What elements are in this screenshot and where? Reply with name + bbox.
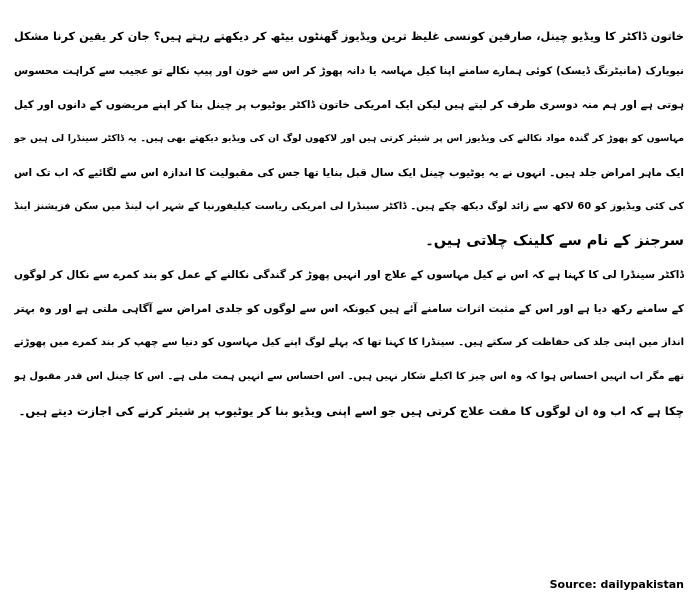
text-line: تھے مگر اب انہیں احساس ہوا کہ وہ اس چیز کا اکیلے شکار نہیں ہیں۔ اس احساس سے انہیں ہمت ملی ہے۔ اس کا چینل اس قدر مقبول ہو — [14, 371, 684, 382]
text-line: ایک ماہر امراض جلد ہیں۔ انہوں نے یہ یوٹیوب چینل ایک سال قبل بنایا تھا جس کی مقبولیت کا اندازہ اس سے لگائیے کہ اب تک اس — [14, 167, 684, 179]
article-body — [14, 20, 684, 428]
text-line: سرجنز کے نام سے کلینک چلاتی ہیں۔ — [425, 233, 684, 249]
text-line: ڈاکٹر سینڈرا لی کا کہنا ہے کہ اس نے کیل مہاسوں کے علاج اور انہیں پھوڑ کر گندگی نکالنے کے عمل کو بند کمرے سے نکال کر لوگوں — [14, 269, 684, 281]
text-line: ہوتی ہے اور ہم منہ دوسری طرف کر لیتے ہیں لیکن ایک امریکی خاتون ڈاکٹر یوٹیوب پر چینل بنا کر اپنے مریضوں کے دانوں اور کیل — [14, 99, 684, 111]
text-line: مہاسوں کو پھوڑ کر گندہ مواد نکالنے کی ویڈیوز اس پر شیئر کرتی ہیں اور لاکھوں لوگ ان کی ویڈیو دیکھتے بھی ہیں۔ یہ ڈاکٹر سینڈرا لی ہیں جو — [14, 133, 684, 144]
source-credit: Source: dailypakistan — [549, 578, 684, 591]
article-paragraph-2 — [14, 258, 684, 428]
headline-line: خاتون ڈاکٹر کا ویڈیو چینل، صارفین کونسی غلیظ ترین ویڈیوز گھنٹوں بیٹھ کر دیکھتے رہتے ہیں؟ جان کر یقین کرنا مشکل — [14, 30, 684, 43]
text-line: کے سامنے رکھ دیا ہے اور اس کے مثبت اثرات سامنے آئے ہیں کیونکہ اس سے لوگوں کو جلدی امراض سے آگاہی ملتی ہے اور وہ بہتر — [14, 303, 684, 315]
text-line: کی کئی ویڈیوز کو 60 لاکھ سے زائد لوگ دیکھ چکے ہیں۔ ڈاکٹر سینڈرا لی امریکی ریاست کیلیفورنیا کے شہر اپ لینڈ میں سکن فزیشنز اینڈ — [14, 201, 684, 212]
text-line: چکا ہے کہ اب وہ ان لوگوں کا مفت علاج کرتی ہیں جو اسے اپنی ویڈیو بنا کر یوٹیوب پر شیئر کرنے کی اجازت دیتے ہیں۔ — [18, 404, 684, 418]
article-paragraph-1 — [14, 20, 684, 258]
text-line: نیویارک (مانیٹرنگ ڈیسک) کوئی ہمارے سامنے اپنا کیل مہاسہ یا دانہ پھوڑ کر اس سے خون اور پیپ نکالے تو عجیب سے کراہت محسوس — [14, 65, 684, 77]
text-line: انداز میں اپنی جلد کی حفاظت کر سکتے ہیں۔ سینڈرا کا کہنا تھا کہ پہلے لوگ اپنے کیل مہاسوں کو دنیا سے چھپ کر بند کمرے میں پھوڑتے — [14, 337, 684, 348]
